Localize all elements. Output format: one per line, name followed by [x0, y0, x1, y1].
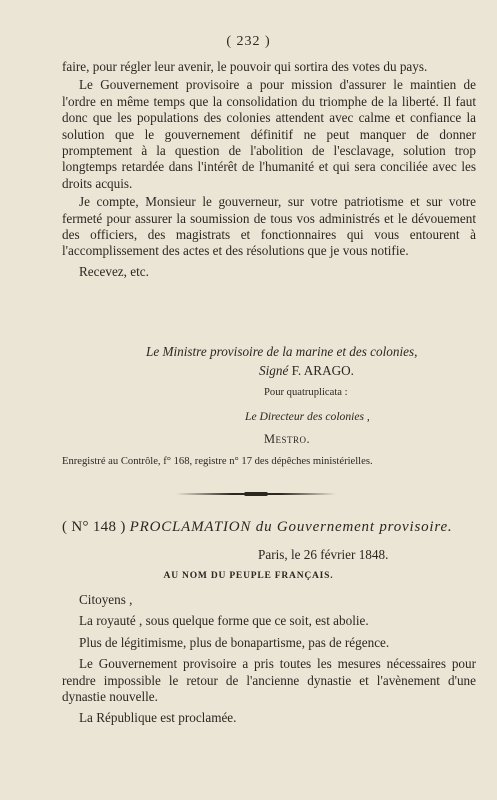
- signer-name: F. ARAGO.: [291, 363, 354, 378]
- proclamation-salutation: Citoyens ,: [79, 592, 133, 607]
- paragraph-government-mission: Le Gouvernement provisoire a pour mission d'assurer le maintien de l'ordre en même temps que la consolidation du triomphe de la liberté. Il faut donc que les populations des colonies attendent avec calme et confiance la solution que le gouvernement définitif ne peut manquer de donner promptement à la question de l'abolition de l'esclavage, solution trop longtemps retardée dans l'intérêt de l'humanité et qui sera conciliée avec les droits acquis.: [62, 77, 476, 191]
- proclamation-paragraph: La royauté , sous quelque forme que ce soit, est abolie.: [79, 613, 369, 629]
- proclamation-number-close: ): [120, 519, 126, 535]
- proclamation-paragraph: Plus de légitimisme, plus de bonapartisme, pas de régence.: [79, 634, 390, 650]
- proclamation-paragraph: Le Gouvernement provisoire a pris toutes les mesures nécessaires pour rendre impossible le retour de l'ancienne dynastie et l'avènement d'une dynastie nouvelle.: [62, 656, 476, 705]
- proclamation-header: AU NOM DU PEUPLE FRANÇAIS.: [163, 571, 334, 581]
- minister-title: Le Ministre provisoire de la marine et des colonies,: [146, 344, 418, 359]
- paragraph-continuation: faire, pour régler leur avenir, le pouvoir qui sortira des votes du pays.: [62, 59, 428, 74]
- signature-line: [259, 363, 354, 379]
- director-name: Mestro.: [264, 432, 311, 446]
- page-number: ( 232 ): [226, 34, 271, 49]
- closing-formula: Recevez, etc.: [79, 263, 149, 279]
- copies-note: Pour quatruplicata :: [264, 387, 348, 398]
- paragraph-governor-appeal: Je compte, Monsieur le gouverneur, sur votre patriotisme et sur votre fermeté pour assurer la soumission de tous vos administrés et le dévouement des officiers, des magistrats et fonctionnaires qui vous entourent à l'accomplissement des actes et des résolutions que je vous notifie.: [62, 194, 476, 259]
- proclamation-body: [62, 592, 476, 727]
- director-title: Le Directeur des colonies ,: [245, 410, 370, 423]
- registration-note: Enregistré au Contrôle, f° 168, registre n° 17 des dépêches ministérielles.: [62, 456, 373, 467]
- proclamation-number: 148: [92, 519, 117, 535]
- proclamation-heading: [62, 519, 452, 536]
- proclamation-number-open: ( N°: [62, 519, 89, 535]
- proclamation-paragraph: La République est proclamée.: [79, 710, 237, 726]
- proclamation-title: PROCLAMATION du Gouvernement provisoire.: [129, 519, 453, 535]
- letter-body: [62, 59, 476, 280]
- signe-label: Signé: [259, 363, 289, 378]
- proclamation-date: Paris, le 26 février 1848.: [258, 547, 389, 562]
- section-divider: [176, 493, 336, 495]
